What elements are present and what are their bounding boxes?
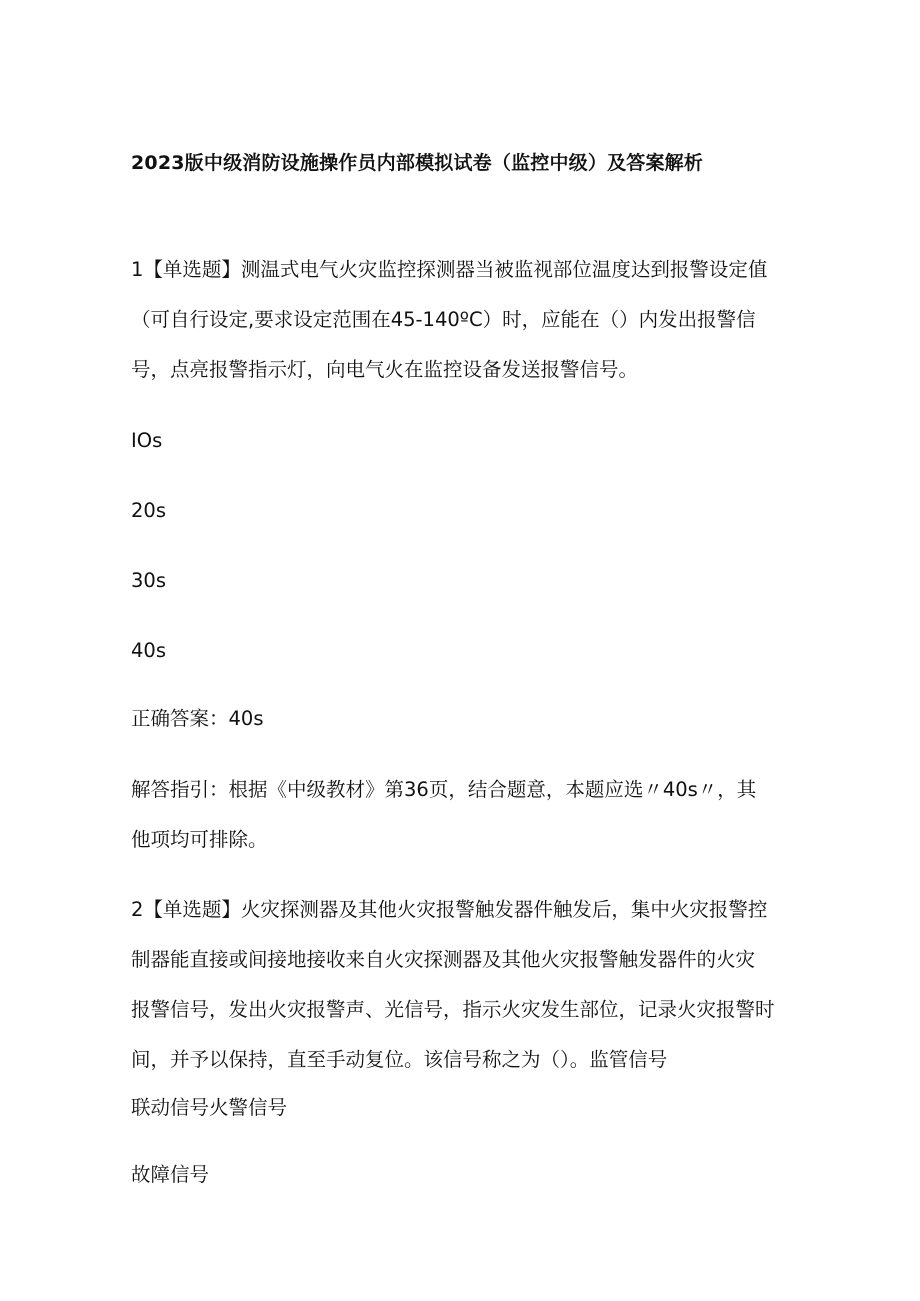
question-1-line: （可自行设定,要求设定范围在45-140ºC）时，应能在（）内发出报警信 (131, 308, 756, 331)
question-1-option-b: 20s (131, 499, 166, 522)
question-2-option-fault: 故障信号 (131, 1163, 210, 1186)
question-2-line: 制器能直接或间接地接收来自火灾探测器及其他火灾报警触发器件的火灾 (131, 948, 756, 971)
question-1-explanation (131, 765, 796, 865)
question-1-option-d: 40s (131, 639, 166, 662)
explanation-line: 解答指引：根据《中级教材》第36页，结合题意，本题应选〃40s〃，其 (131, 778, 757, 801)
question-1-answer: 正确答案：40s (131, 707, 264, 730)
explanation-line: 他项均可排除。 (131, 828, 268, 851)
question-1-line: 1【单选题】测温式电气火灾监控探测器当被监视部位温度达到报警设定值 (131, 258, 768, 281)
question-2-line: 2【单选题】火灾探测器及其他火灾报警触发器件触发后，集中火灾报警控 (131, 898, 768, 921)
question-1-option-c: 30s (131, 569, 166, 592)
question-2-options-line: 联动信号火警信号 (131, 1096, 288, 1119)
page-title: 2023版中级消防设施操作员内部模拟试卷（监控中级）及答案解析 (131, 152, 704, 174)
question-1-line: 号，点亮报警指示灯，向电气火在监控设备发送报警信号。 (131, 358, 639, 381)
question-1-option-a: IOs (131, 429, 163, 452)
question-2-line: 间，并予以保持，直至手动复位。该信号称之为（）。监管信号 (131, 1048, 668, 1071)
question-2-line: 报警信号，发出火灾报警声、光信号，指示火灾发生部位，记录火灾报警时 (131, 998, 775, 1021)
question-2-text (131, 885, 796, 1085)
question-1-text (131, 245, 796, 395)
